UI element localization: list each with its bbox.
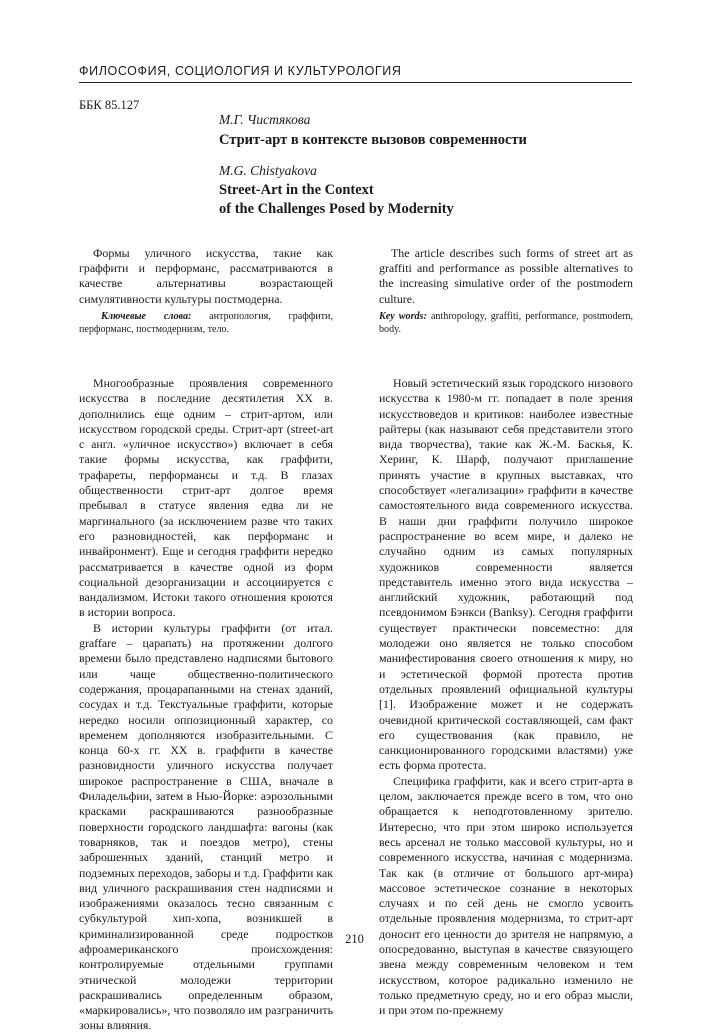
author-en: M.G. Chistyakova (219, 163, 317, 178)
keywords-ru-label: Ключевые слова: (101, 310, 192, 322)
keywords-en-list: anthropology, graffiti, performance, postmodern, body. (379, 310, 633, 335)
abstract-en (379, 246, 633, 336)
body-column-right (379, 376, 633, 1018)
title-en-line2: of the Challenges Posed by Modernity (219, 201, 454, 217)
bbk-code: ББК 85.127 (79, 98, 140, 112)
header-rule (79, 82, 632, 83)
page-number: 210 (345, 932, 364, 946)
paragraph: Новый эстетический язык городского низового искусства к 1980-м гг. попадает в поле зрения искусствоведов и критиков: наиболее известные райтеры (как называют себя представители этого вида творчества), такие как Ж.-М. Баскья, К. Херинг, К. Шарф, получают приглашение принять участие в крупных выставках, что способствует «легализации» граффити в качестве самостоятельного вида современного искусства. В наши дни граффити получило широкое распространение во всем мире, и далеко не случайно одним из самых популярных художников современности является представитель именно этого вида искусства – английский художник, работающий под псевдонимом Бэнкси (Banksy). Сегодня граффити существует практически повсеместно: для молодежи оно является не только способом манифестирования своего отношения к миру, но и эстетической формой протеста против отдельных проявлений официальной культуры [1]. Изображение может и не содержать очевидной критической составляющей, сам факт его существования (как правило, не санкционированного городскими властями) уже есть форма протеста. (379, 376, 633, 773)
keywords-en-label: Key words: (379, 310, 427, 322)
author-ru: М.Г. Чистякова (219, 112, 311, 127)
paragraph: Многообразные проявления современного искусства в последние десятилетия XX в. дополнились еще одним – стрит-артом, или искусством городской среды. Стрит-арт (street-art с англ. «уличное искусство») включает в себя такие формы искусства, как граффити, трафареты, перформансы и т.д. В глазах общественности стрит-арт долгое время пребывал в статусе явления едва ли не маргинального (за исключением разве что таких его разновидностей, как перформанс и инвайронмент). Еще и сегодня граффити нередко рассматривается в качестве одной из форм социальной дезорганизации и ассоциируется с вандализмом. Истоки такого отношения кроются в истории вопроса. (79, 376, 333, 620)
title-ru: Стрит-арт в контексте вызовов современности (219, 132, 527, 148)
keywords-en (379, 310, 633, 336)
abstract-ru-text: Формы уличного искусства, такие как граффити и перформанс, рассматриваются в качестве альтернативы возрастающей симулятивности культуры постмодерна. (79, 246, 333, 306)
paragraph: Специфика граффити, как и всего стрит-арта в целом, заключается прежде всего в том, что оно обращается к неподготовленному зрителю. Интересно, что при этом широко используется весь арсенал не только массовой культуры, но и современного искусства, начиная с модернизма. Так как (в отличие от большого арт-мира) массовое эстетическое сознание в некоторых случаях и по сей день не смогло усвоить отдельные проявления модернизма, то стрит-арт доносит его ценности до зрителя не напрямую, а опосредованно, выступая в качестве связующего звена между современным человеком и тем искусством, которое радикально изменило не только предметную среду, но и его образ мысли, и при этом по-прежнему (379, 773, 633, 1018)
paragraph: В истории культуры граффити (от итал. graffare – царапать) на протяжении долгого времени было представлено надписями бытового или чаще общественно-политического содержания, процарапанными на стенах зданий, сосудах и т.д. Текстуальные граффити, которые нередко носили оппозиционный характер, со временем дополняются изобразительными. С конца 60-х гг. XX в. граффити в качестве разновидности уличного искусства получает широкое распространение в США, вначале в Филадельфии, затем в Нью-Йорке: аэрозольными красками раскрашиваются разнообразные поверхности городского ландшафта: вагоны (как товарняков, так и поездов метро), стены заброшенных зданий, станций метро и подземных переходов, заборы и т.д. Граффити как вид уличного раскрашивания стен надписями и изображениями оказалось тесно связанным с субкультурой хип-хопа, возникшей в криминализированной среде подростков афроамериканского происхождения: контролируемые отдельными группами этнической молодежи территории раскрашивались определенным образом, «маркировались», что позволяло им разграничить зоны влияния. (79, 620, 334, 1033)
running-head: ФИЛОСОФИЯ, СОЦИОЛОГИЯ И КУЛЬТУРОЛОГИЯ (79, 64, 402, 78)
abstract-ru (79, 246, 333, 336)
keywords-ru-list: антропология, граффити, перформанс, постмодернизм, тело. (79, 310, 333, 335)
title-en-line1: Street-Art in the Context (219, 182, 374, 198)
keywords-ru (79, 310, 333, 336)
abstract-en-text: The article describes such forms of street art as graffiti and performance as possible alternatives to the increasing simulative order of the postmodern culture. (379, 246, 633, 306)
title-en (219, 181, 639, 219)
